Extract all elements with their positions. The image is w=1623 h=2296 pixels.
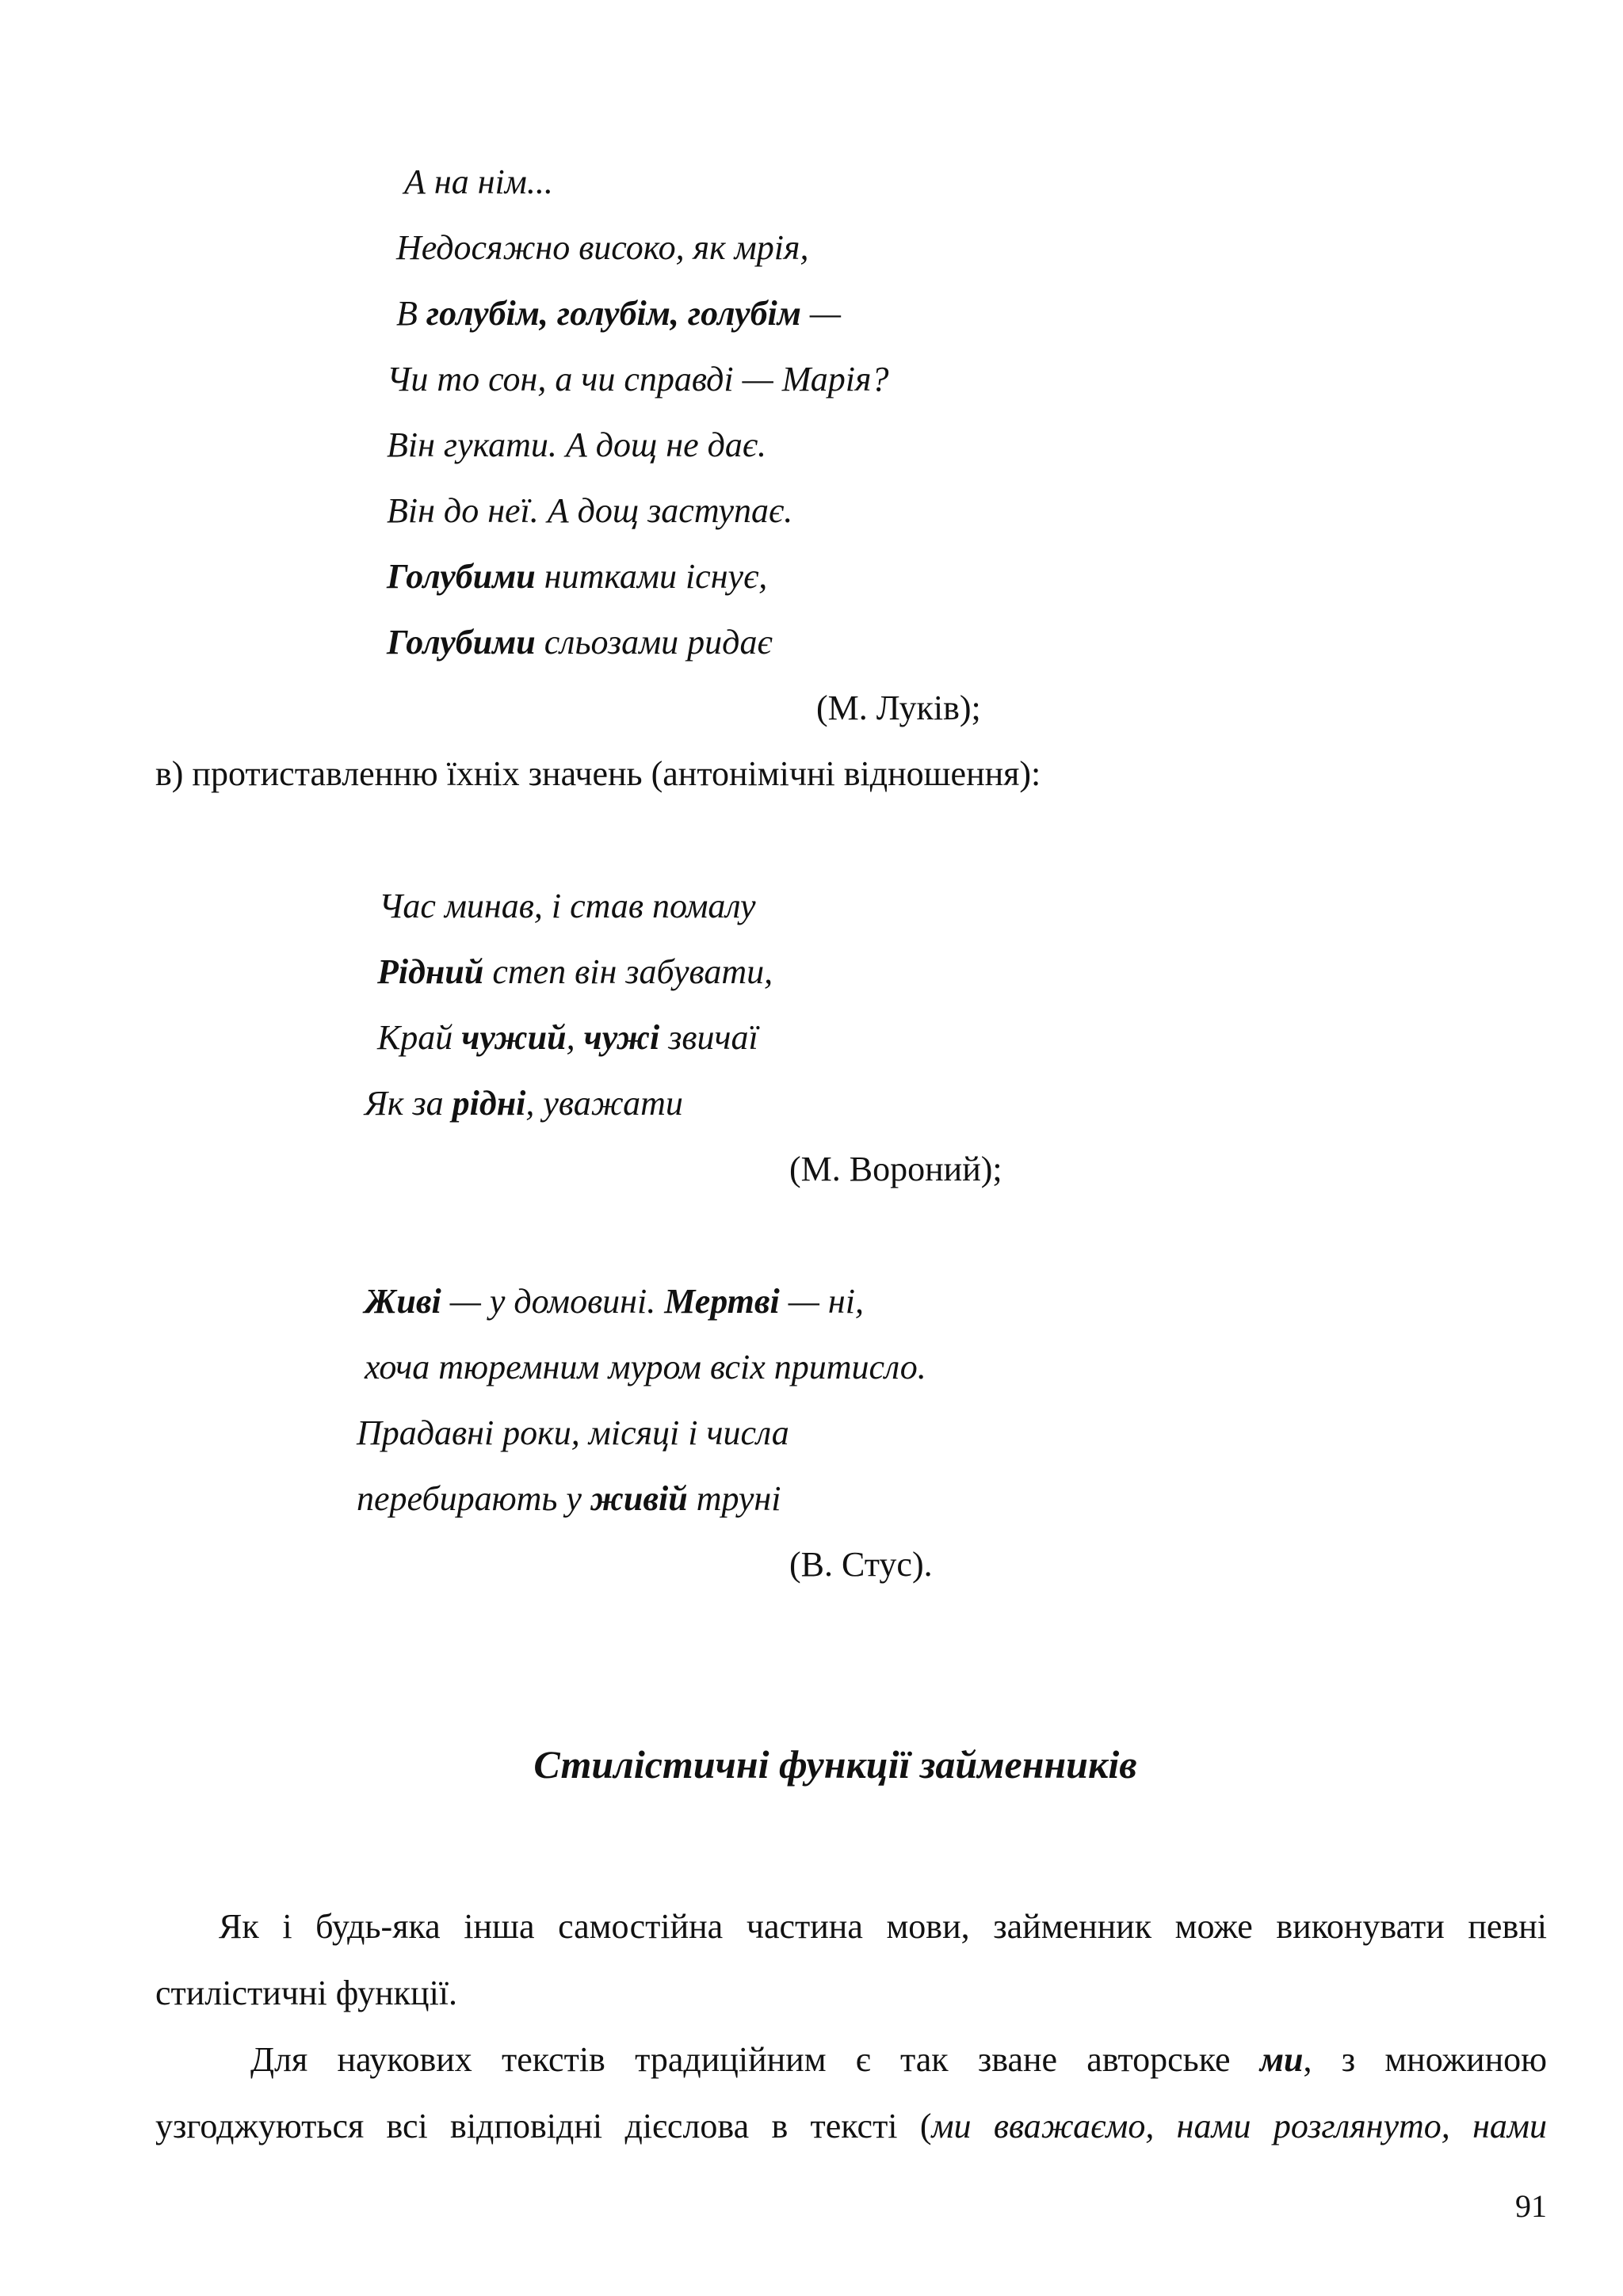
poem-2-attribution: (М. Вороний); [789,1150,1002,1188]
verse-text: степ він забувати, [483,952,773,991]
verse-emphasis: живій [590,1479,688,1518]
verse-text: — у домовині. [441,1282,665,1321]
paragraph-1-line-1: Як і будь-яка інша самостійна частина мови, займенник може виконувати певні [219,1907,1547,1946]
verse-emphasis: рідні [452,1084,526,1123]
paragraph-2-line-2-start: узгоджуються всі відповідні дієслова в тексті ( [155,2107,932,2145]
verse-text: А на нім... [404,162,553,201]
verse-text: Він гукати. А дощ не дає. [387,425,767,464]
page-number: 91 [1515,2188,1547,2224]
antonym-intro: в) протиставленню їхніх значень (антонімічні відношення): [155,754,1041,793]
verse-text: , уважати [525,1084,683,1123]
poem-3-line-4 [357,1477,781,1521]
paragraph-1 [155,1894,1547,2027]
poem-1-line-4 [387,357,888,402]
poem-3-line-3 [357,1411,789,1455]
verse-text: — [800,294,842,333]
paragraph-2-line-1-end: , з множиною [1303,2040,1547,2079]
verse-emphasis: Рідний [377,952,484,991]
verse-text: хоча тюремним муром всіх притисло. [365,1348,926,1386]
verse-text: Край [377,1018,462,1057]
verse-text: звичаї [659,1018,758,1057]
poem-2-line-3 [377,1016,758,1060]
poem-1-line-7 [387,555,767,599]
paragraph-1-line-2: стилістичні функції. [155,1974,458,2012]
verse-text: нитками існує, [535,557,768,596]
paragraph-2-examples: ми вважаємо, нами розглянуто, нами [931,2107,1547,2145]
verse-text: сльозами ридає [535,623,773,662]
verse-emphasis: Голубими [387,623,536,662]
poem-2-line-1 [379,884,756,929]
verse-text: Прадавні роки, місяці і числа [357,1413,789,1452]
verse-text: труні [687,1479,781,1518]
verse-emphasis: чужі [583,1018,660,1057]
poem-1-attribution: (М. Луків); [816,688,981,727]
poem-3-line-2 [365,1345,926,1390]
paragraph-2-line-1-start: Для наукових текстів традиційним є так зване авторське [250,2040,1260,2079]
poem-1-line-3 [396,292,841,336]
poem-1-line-1 [404,160,553,204]
verse-text: В [396,294,426,333]
verse-text: Чи то сон, а чи справді — Марія? [387,360,889,399]
poem-2-line-4 [365,1081,683,1126]
poem-1-line-8 [387,620,773,665]
verse-text: перебирають у [357,1479,590,1518]
poem-3-line-1 [365,1280,864,1324]
verse-emphasis: Мертві [664,1282,780,1321]
poem-2-line-2 [377,950,773,994]
verse-emphasis: чужий [461,1018,567,1057]
author-we-emphasis: ми [1259,2040,1304,2079]
poem-1-line-2 [396,226,808,270]
poem-1-line-5 [387,423,766,467]
verse-text: Він до неї. А дощ заступає. [387,491,793,530]
paragraph-2-line-2 [155,2093,1547,2160]
verse-text: Час минав, і став помалу [379,887,756,925]
paragraph-2-line-1 [155,2027,1547,2093]
verse-emphasis: голубім, голубім, голубім [426,294,801,333]
verse-emphasis: Голубими [387,557,536,596]
verse-emphasis: Живі [365,1282,441,1321]
section-title: Стилістичні функції займенників [533,1742,1137,1787]
poem-1-line-6 [387,489,792,533]
paragraph-2 [155,2027,1547,2160]
poem-3-attribution: (В. Стус). [789,1545,933,1584]
verse-text: , [566,1018,584,1057]
verse-text: — ні, [779,1282,864,1321]
verse-text: Недосяжно високо, як мрія, [396,228,809,267]
verse-text: Як за [365,1084,453,1123]
